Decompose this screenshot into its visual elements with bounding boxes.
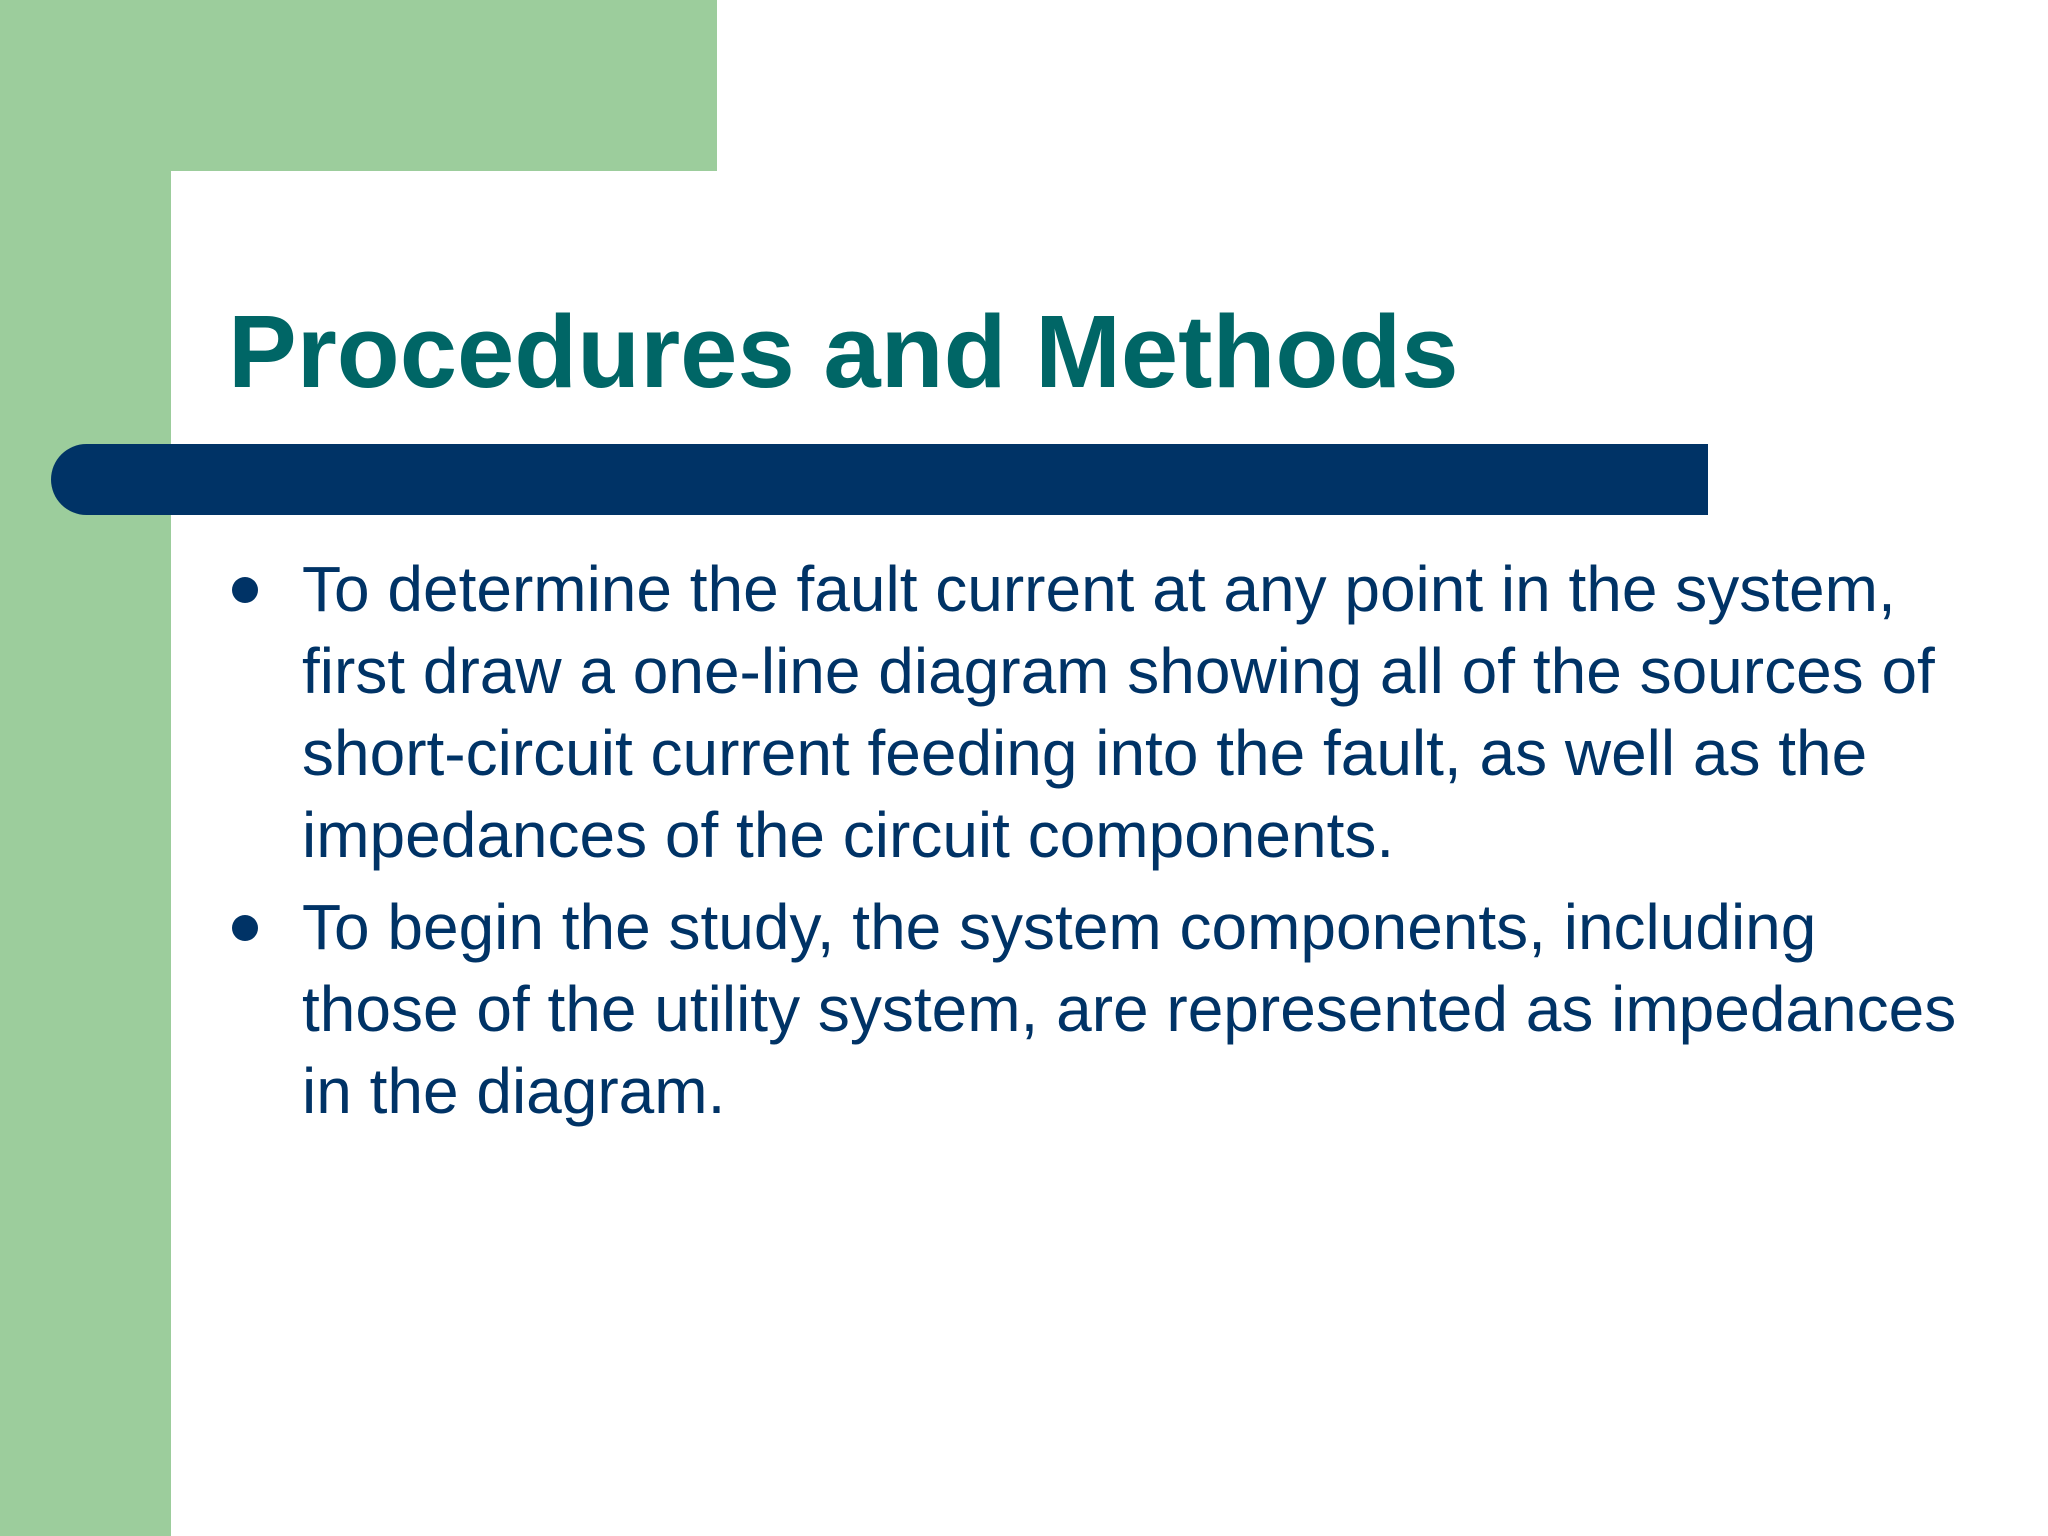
- bullet-text: To determine the fault current at any point in the system, first draw a one-line diagram showing all of the sources of short-circuit current feeding into the fault, as well as the impedances of the circuit components.: [302, 553, 1935, 871]
- bullet-list: [228, 548, 1988, 1142]
- bullet-text: To begin the study, the system components, including those of the utility system, are represented as impedances in the diagram.: [302, 891, 1957, 1127]
- title-underline-bar: [51, 444, 1708, 515]
- bullet-item: [228, 886, 1988, 1132]
- green-side-band: [0, 0, 171, 1536]
- bullet-item: [228, 548, 1988, 876]
- green-top-band: [0, 0, 717, 171]
- bullet-dot-icon: [232, 577, 258, 603]
- bullet-dot-icon: [232, 915, 258, 941]
- slide-title: Procedures and Methods: [228, 294, 1459, 409]
